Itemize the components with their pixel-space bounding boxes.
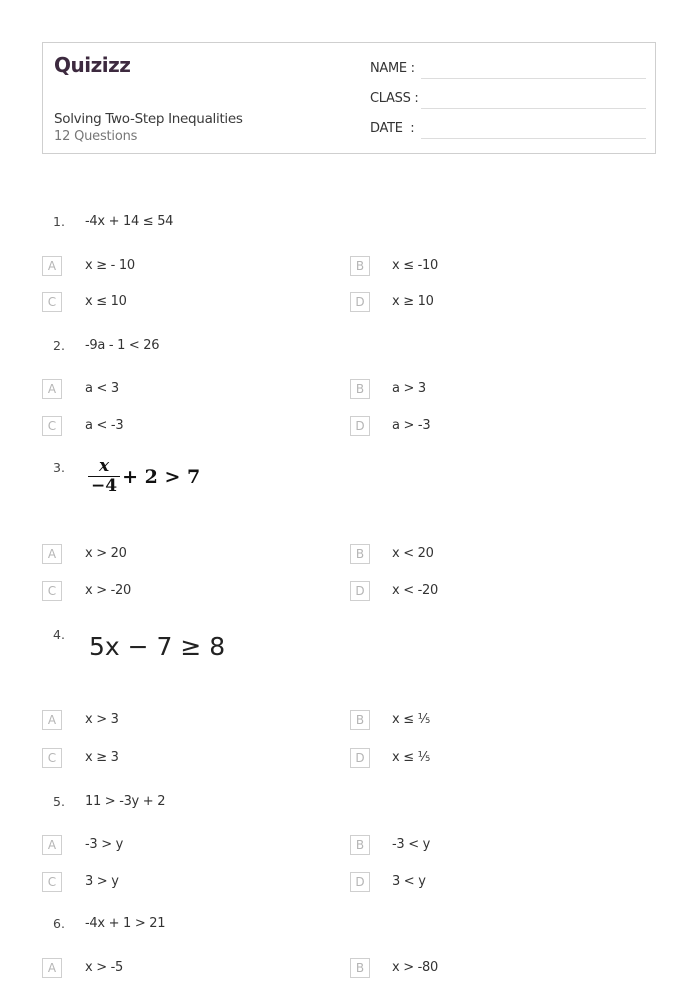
- option-c-box[interactable]: C: [42, 581, 62, 601]
- option-c-text: 3 > y: [85, 874, 119, 889]
- option-b-text: a > 3: [392, 381, 426, 396]
- option-c-text: x ≥ 3: [85, 750, 119, 765]
- option-a-text: a < 3: [85, 381, 119, 396]
- option-a-text: x > 20: [85, 546, 127, 561]
- option-b-text: x ≤ ⅕: [392, 712, 430, 727]
- question-text: -4x + 14 ≤ 54: [85, 214, 174, 229]
- option-d-text: x ≥ 10: [392, 294, 434, 309]
- math-tail: + 2 > 7: [122, 465, 201, 488]
- option-c-box[interactable]: C: [42, 748, 62, 768]
- date-label: DATE :: [370, 121, 415, 136]
- option-d-box[interactable]: D: [350, 416, 370, 436]
- question-count: 12 Questions: [54, 129, 138, 144]
- name-label: NAME :: [370, 61, 415, 76]
- option-c-box[interactable]: C: [42, 292, 62, 312]
- fraction-numerator: x: [98, 456, 110, 476]
- question-math-expression: [88, 458, 200, 496]
- worksheet-header: [42, 42, 656, 154]
- fraction: [88, 458, 120, 496]
- option-d-box[interactable]: D: [350, 872, 370, 892]
- option-b-box[interactable]: B: [350, 379, 370, 399]
- option-d-box[interactable]: D: [350, 581, 370, 601]
- option-a-box[interactable]: A: [42, 256, 62, 276]
- option-b-box[interactable]: B: [350, 710, 370, 730]
- question-number: 1.: [53, 214, 65, 229]
- option-d-text: 3 < y: [392, 874, 426, 889]
- class-label: CLASS :: [370, 91, 419, 106]
- quizizz-logo: Quizizz: [54, 53, 131, 77]
- question-text: -4x + 1 > 21: [85, 916, 166, 931]
- option-c-text: x > -20: [85, 583, 131, 598]
- option-b-text: -3 < y: [392, 837, 431, 852]
- option-c-box[interactable]: C: [42, 416, 62, 436]
- date-field[interactable]: [421, 138, 646, 139]
- option-a-box[interactable]: A: [42, 379, 62, 399]
- option-a-text: x ≥ - 10: [85, 258, 135, 273]
- option-d-box[interactable]: D: [350, 748, 370, 768]
- question-text: -9a - 1 < 26: [85, 338, 160, 353]
- question-number: 3.: [53, 460, 65, 475]
- option-a-box[interactable]: A: [42, 710, 62, 730]
- option-d-box[interactable]: D: [350, 292, 370, 312]
- fraction-denominator: −4: [88, 476, 120, 496]
- option-a-box[interactable]: A: [42, 544, 62, 564]
- worksheet-title: Solving Two-Step Inequalities: [54, 111, 243, 127]
- option-a-text: x > 3: [85, 712, 119, 727]
- option-b-box[interactable]: B: [350, 544, 370, 564]
- option-b-text: x < 20: [392, 546, 434, 561]
- option-c-text: a < -3: [85, 418, 124, 433]
- question-text: 11 > -3y + 2: [85, 794, 166, 809]
- question-number: 4.: [53, 627, 65, 642]
- question-number: 2.: [53, 338, 65, 353]
- class-field[interactable]: [421, 108, 646, 109]
- option-d-text: x ≤ ⅕: [392, 750, 430, 765]
- option-d-text: x < -20: [392, 583, 438, 598]
- option-a-text: -3 > y: [85, 837, 124, 852]
- question-number: 6.: [53, 916, 65, 931]
- option-b-box[interactable]: B: [350, 958, 370, 978]
- option-a-box[interactable]: A: [42, 958, 62, 978]
- option-b-box[interactable]: B: [350, 835, 370, 855]
- option-b-text: x ≤ -10: [392, 258, 438, 273]
- name-field[interactable]: [421, 78, 646, 79]
- option-c-text: x ≤ 10: [85, 294, 127, 309]
- option-c-box[interactable]: C: [42, 872, 62, 892]
- option-a-box[interactable]: A: [42, 835, 62, 855]
- option-d-text: a > -3: [392, 418, 431, 433]
- question-number: 5.: [53, 794, 65, 809]
- option-a-text: x > -5: [85, 960, 124, 975]
- option-b-box[interactable]: B: [350, 256, 370, 276]
- question-text: 5x − 7 ≥ 8: [89, 632, 226, 661]
- option-b-text: x > -80: [392, 960, 438, 975]
